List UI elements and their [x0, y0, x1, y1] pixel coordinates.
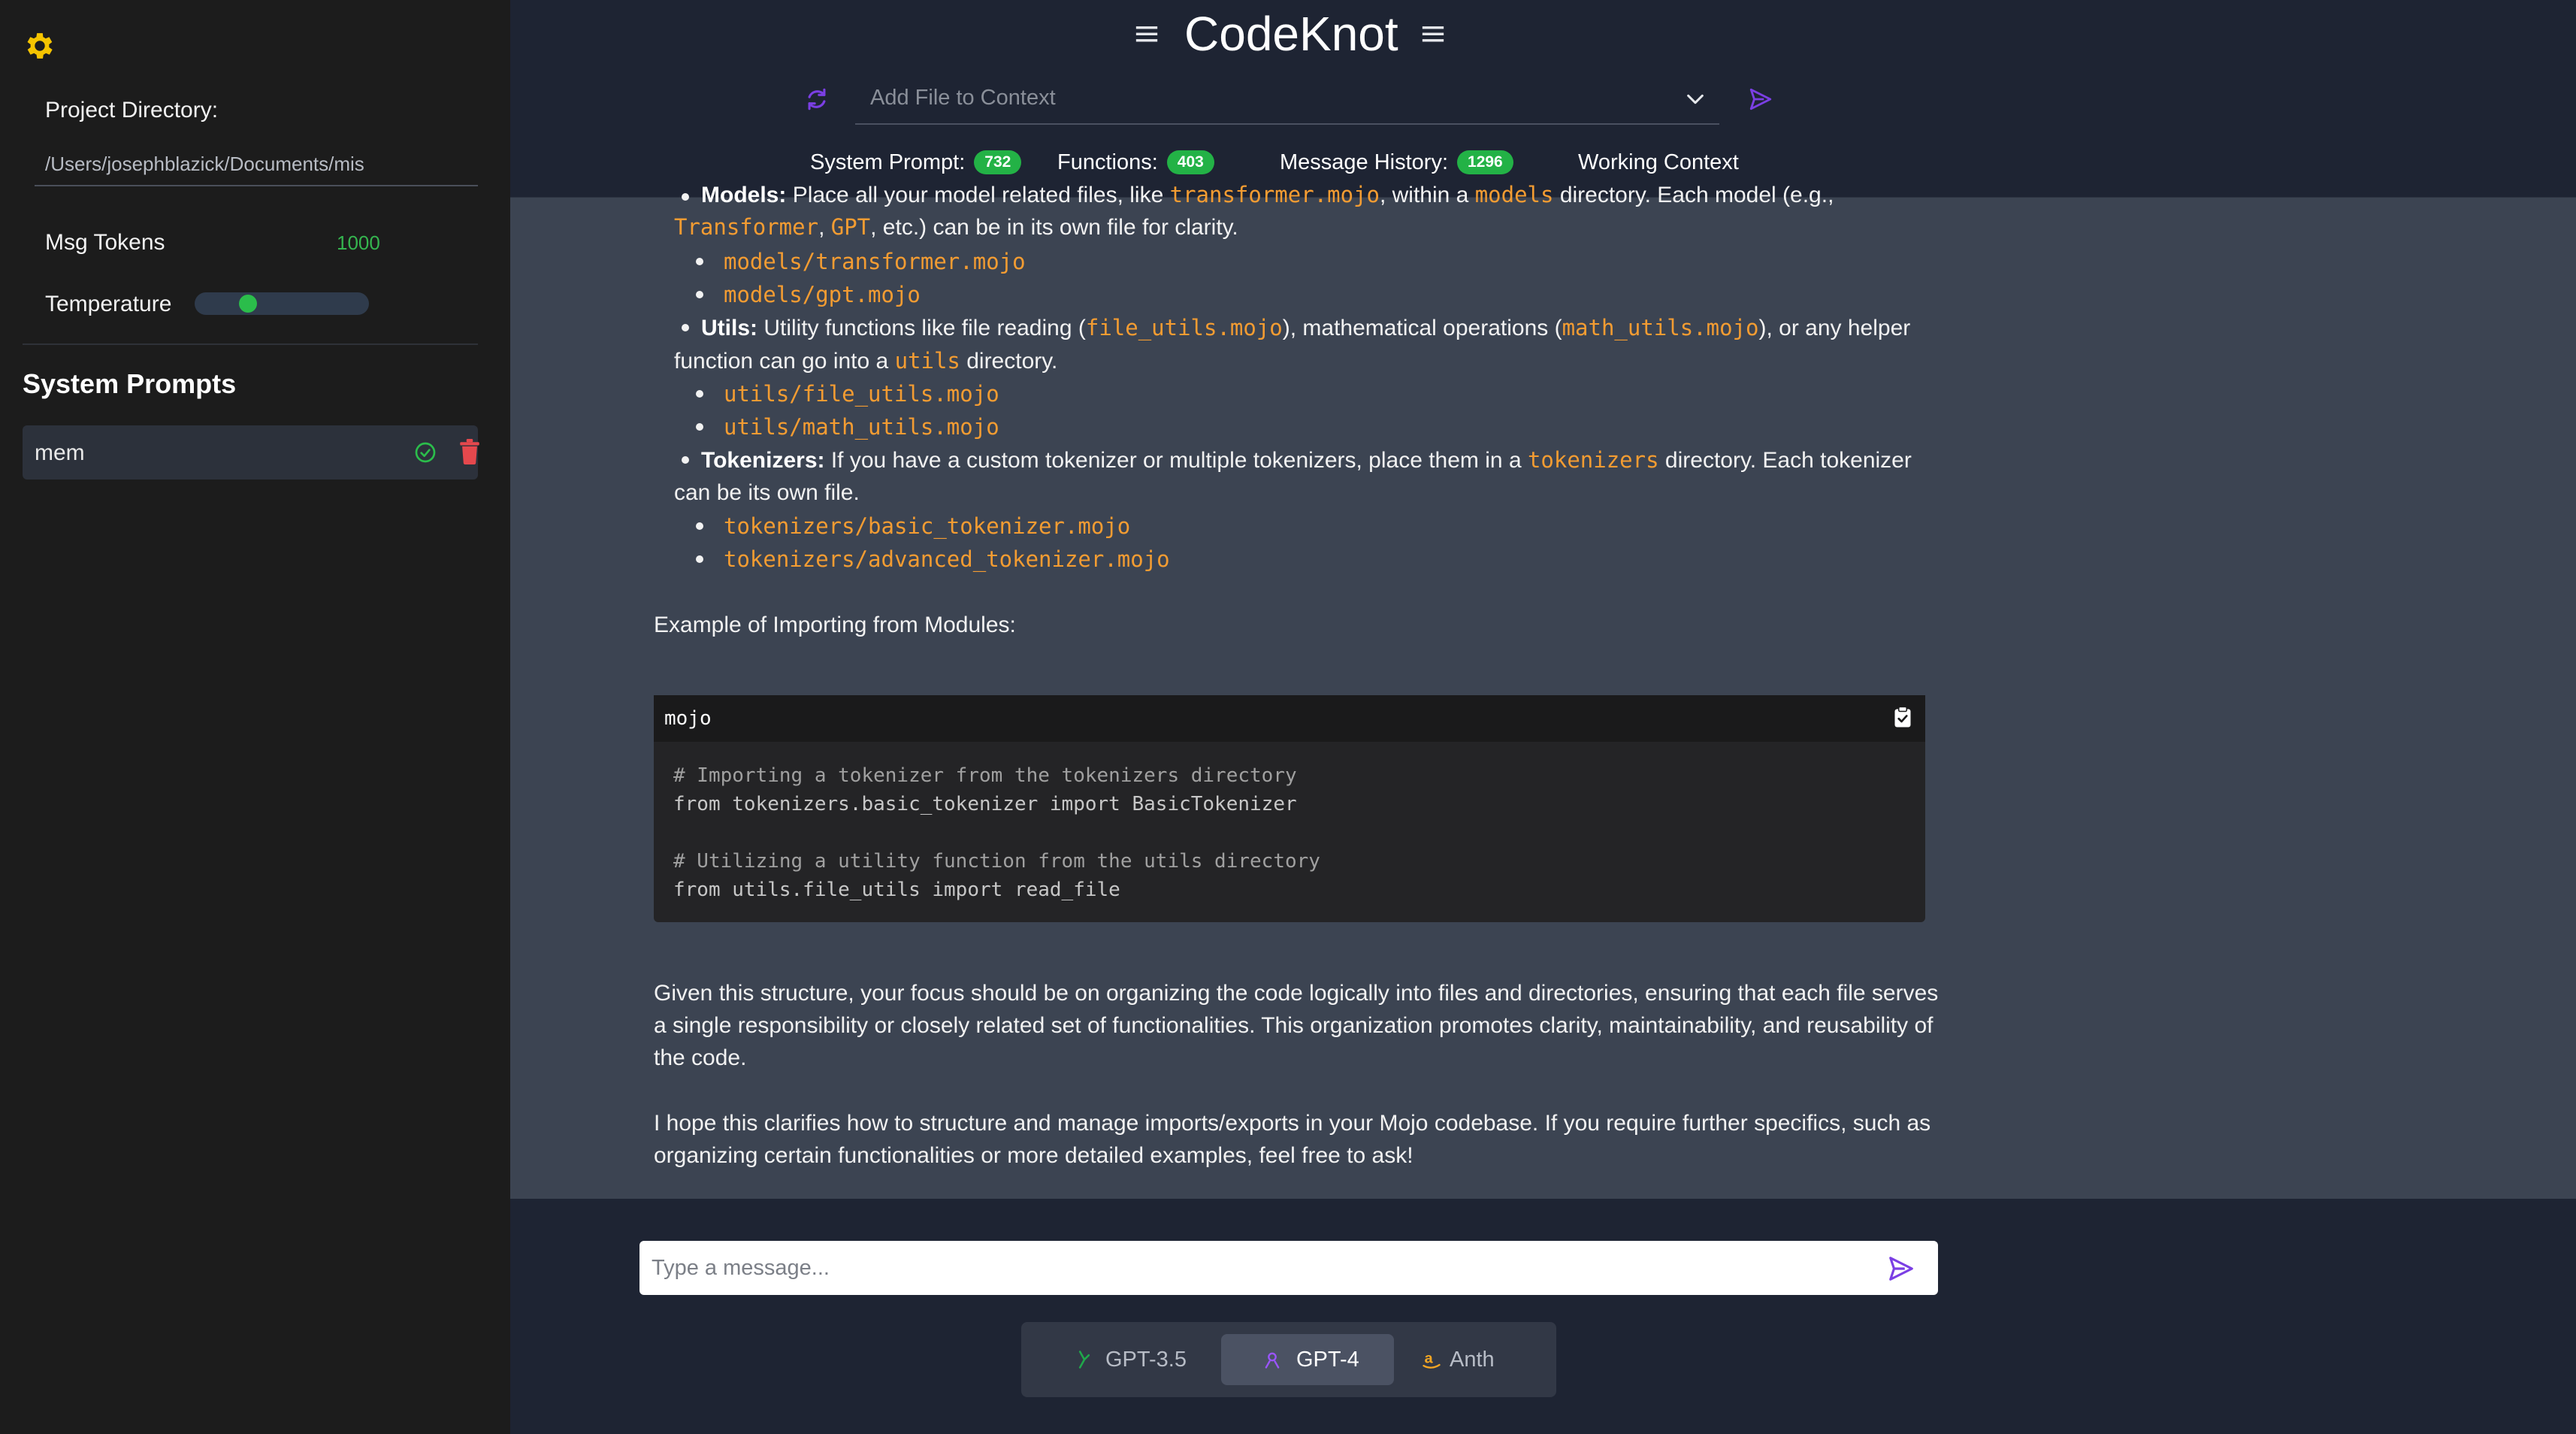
- msg-tokens-label: Msg Tokens: [45, 230, 165, 255]
- model-button-gpt-3-5[interactable]: [1059, 1334, 1232, 1385]
- bullet: [696, 522, 703, 530]
- models-line-1: [701, 178, 1834, 212]
- inline-code: models: [1474, 182, 1554, 207]
- message-placeholder: Type a message...: [652, 1256, 830, 1280]
- menu-icon-left[interactable]: [1134, 23, 1160, 45]
- trash-icon[interactable]: [458, 439, 481, 464]
- functions-label: Functions:: [1057, 150, 1158, 174]
- paragraph-line: organizing certain functionalities or more detailed examples, feel free to ask!: [654, 1143, 1413, 1168]
- text: directory. Each model (e.g.,: [1559, 183, 1834, 207]
- model-label: GPT-3.5: [1105, 1348, 1187, 1372]
- text: If you have a custom tokenizer or multiple tokenizers, place them in a: [830, 448, 1522, 473]
- refresh-icon[interactable]: [804, 86, 830, 112]
- code-line: from utils.file_utils import read_file: [673, 879, 1120, 901]
- utils-line-1: [701, 311, 1910, 345]
- code-line: # Importing a tokenizer from the tokenizers directory: [673, 764, 1297, 787]
- file-item: tokenizers/advanced_tokenizer.mojo: [724, 546, 1170, 572]
- project-directory-label: Project Directory:: [45, 98, 219, 123]
- file-item: tokenizers/basic_tokenizer.mojo: [724, 513, 1131, 539]
- paragraph-line: a single responsibility or closely related set of functionalities. This organization promotes clarity, maintainability, and reusability of: [654, 1013, 1934, 1038]
- send-icon[interactable]: [1887, 1254, 1915, 1283]
- bullet: [682, 193, 689, 201]
- code-line: from tokenizers.basic_tokenizer import BasicTokenizer: [673, 793, 1297, 815]
- header: [510, 0, 2576, 198]
- code-line: # Utilizing a utility function from the utils directory: [673, 850, 1320, 873]
- text: ), or any helper: [1758, 316, 1911, 340]
- openai-icon: [1074, 1349, 1095, 1370]
- inline-code: file_utils.mojo: [1085, 315, 1283, 340]
- sidebar-divider: [23, 343, 478, 345]
- utils-bold: Utils:: [701, 316, 757, 340]
- inline-code: utils: [894, 348, 960, 374]
- system-prompt-label: System Prompt:: [810, 150, 966, 174]
- add-file-to-context-select[interactable]: [855, 75, 1719, 125]
- file-item: models/gpt.mojo: [724, 282, 921, 307]
- model-button-gpt-4[interactable]: [1221, 1334, 1394, 1385]
- inline-code: GPT: [830, 214, 871, 240]
- text: Utility functions like file reading (: [763, 316, 1086, 340]
- model-button-anth[interactable]: [1404, 1334, 1547, 1385]
- model-label: Anth: [1450, 1348, 1495, 1372]
- utils-line-2: [674, 344, 1057, 378]
- svg-text:a: a: [1424, 1350, 1433, 1367]
- temperature-slider-thumb[interactable]: [239, 295, 257, 313]
- clipboard-copy-icon[interactable]: [1894, 706, 1912, 728]
- app-title: CodeKnot: [1184, 7, 1398, 61]
- code-block: [654, 695, 1925, 922]
- menu-icon-right[interactable]: [1420, 23, 1446, 45]
- inline-code: Transformer: [674, 214, 819, 240]
- file-item: utils/math_utils.mojo: [724, 414, 999, 440]
- check-circle-icon[interactable]: [413, 440, 437, 464]
- bullet: [682, 324, 689, 331]
- system-prompt-name: mem: [35, 440, 85, 465]
- tokenizers-line-1: [701, 443, 1912, 477]
- sidebar: [0, 0, 510, 1434]
- functions-badge: 403: [1167, 150, 1214, 174]
- chat-content: [510, 182, 2576, 1199]
- context-placeholder: Add File to Context: [870, 86, 1056, 110]
- text: , within a: [1379, 183, 1469, 207]
- bullet: [696, 291, 703, 298]
- tokenizers-bold: Tokenizers:: [701, 448, 825, 473]
- file-item: models/transformer.mojo: [724, 249, 1026, 274]
- tokenizers-line-2: can be its own file.: [674, 480, 860, 505]
- chevron-down-icon[interactable]: [1685, 90, 1706, 108]
- stat-working-context[interactable]: [1578, 150, 1739, 175]
- bullet: [696, 390, 703, 398]
- inline-code: tokenizers: [1527, 447, 1659, 473]
- model-label: GPT-4: [1296, 1348, 1359, 1372]
- bullet: [682, 456, 689, 464]
- text: ,: [818, 215, 825, 240]
- models-bold: Models:: [701, 183, 787, 207]
- models-line-2: [674, 210, 1238, 244]
- project-directory-value: /Users/josephblazick/Documents/mis: [45, 153, 364, 175]
- inline-code: transformer.mojo: [1169, 182, 1380, 207]
- text: , etc.) can be in its own file for clarity.: [870, 215, 1238, 240]
- text: directory.: [966, 349, 1058, 374]
- text: Place all your model related files, like: [792, 183, 1164, 207]
- footer: [510, 1199, 2576, 1434]
- msg-tokens-value[interactable]: 1000: [337, 231, 380, 254]
- paragraph-line: the code.: [654, 1045, 747, 1070]
- bullet: [696, 555, 703, 563]
- temperature-label: Temperature: [45, 292, 172, 316]
- system-prompt-badge: 732: [974, 150, 1021, 174]
- system-prompt-item[interactable]: [23, 425, 478, 480]
- message-history-badge: 1296: [1457, 150, 1513, 174]
- stat-functions[interactable]: [1057, 150, 1214, 175]
- example-heading: Example of Importing from Modules:: [654, 613, 1016, 637]
- amazon-icon: [1421, 1349, 1442, 1370]
- text: function can go into a: [674, 349, 889, 374]
- paragraph-line: Given this structure, your focus should be on organizing the code logically into files and directories, ensuring that each file serves: [654, 981, 1939, 1006]
- stat-system-prompt[interactable]: [810, 150, 1021, 175]
- code-language: mojo: [664, 707, 712, 730]
- text: ), mathematical operations (: [1282, 316, 1562, 340]
- working-context-label: Working Context: [1578, 150, 1739, 174]
- stat-message-history[interactable]: [1280, 150, 1513, 175]
- system-prompts-title: System Prompts: [23, 368, 237, 399]
- send-context-icon[interactable]: [1748, 86, 1773, 112]
- bullet: [696, 423, 703, 431]
- model-selector: [1021, 1322, 1556, 1397]
- inline-code: math_utils.mojo: [1562, 315, 1759, 340]
- code-block-header: [654, 695, 1925, 742]
- message-history-label: Message History:: [1280, 150, 1449, 174]
- text: directory. Each tokenizer: [1664, 448, 1912, 473]
- project-directory-input[interactable]: [35, 143, 478, 186]
- gear-icon[interactable]: [23, 29, 57, 63]
- temperature-slider[interactable]: [195, 292, 369, 315]
- paragraph-line: I hope this clarifies how to structure and manage imports/exports in your Mojo codebase. If you require further specifics, such as: [654, 1111, 1931, 1136]
- message-input[interactable]: [639, 1241, 1938, 1295]
- file-item: utils/file_utils.mojo: [724, 381, 999, 407]
- openai-icon: [1262, 1349, 1283, 1370]
- bullet: [696, 258, 703, 265]
